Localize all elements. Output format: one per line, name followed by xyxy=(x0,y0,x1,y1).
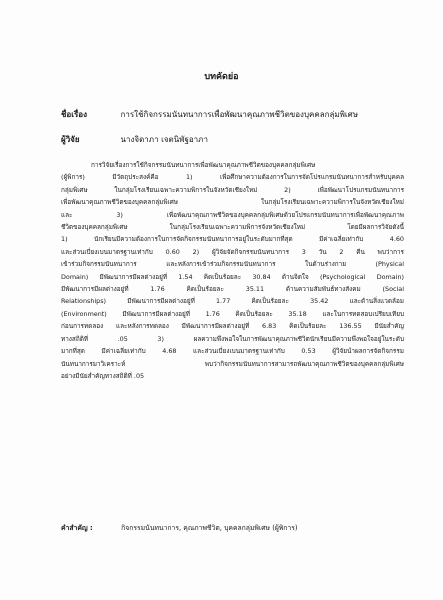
abstract-line: ก่อนการทดลอง และหลังการทดลอง มีพัฒนาการมีผลต่างอยู่ที่ 6.83 คิดเป็นร้อยละ 136.55 มีนัยสำคัญ xyxy=(61,322,404,331)
abstract-line: 1) นักเรียนมีความต้องการในการจัดกิจกรรมนันทนาการอยู่ในระดับมากที่สุด มีค่าเฉลี่ยเท่ากับ 4.60 xyxy=(61,235,404,244)
keywords-label: คำสำคัญ : xyxy=(61,524,93,532)
author-row xyxy=(61,133,208,146)
abstract-line: นันทนาการมาวิเคราะห์ พบว่ากิจกรรมนันทนาการสามารถพัฒนาคุณภาพชีวิตของบุคคลกลุ่มพิเศษ xyxy=(61,359,404,368)
abstract-line: ชีวิตของบุคคลกลุ่มพิเศษ ในกลุ่มโรงเรียนเฉพาะความพิการจังหวัดเชียงใหม่ โดยมีผลการวิจัยดังนี้ xyxy=(61,223,404,232)
topic-label: ชื่อเรื่อง xyxy=(61,110,87,119)
abstract-line: และส่วนเบี่ยงเบนมาตรฐานเท่ากับ 0.60 2) ผู้วิจัยจัดกิจกรรมนันทนาการ 3 วัน 2 คืน พบว่าการ xyxy=(61,247,404,256)
abstract-body xyxy=(61,159,404,382)
keywords-row xyxy=(61,522,298,533)
abstract-line: มากที่สุด มีค่าเฉลี่ยเท่ากับ 4.68 และส่วนเบี่ยงเบนมาตรฐานเท่ากับ 0.53 ผู้วิจัยนำผลการจัดกิจกรรม xyxy=(61,347,404,356)
abstract-line: เข้าร่วมกิจกรรมนันทนาการ และหลังการเข้าร่วมกิจกรรมนันทนาการ ในด้านร่างกาย (Physical xyxy=(61,260,404,269)
abstract-line: เพื่อพัฒนาคุณภาพชีวิตของบุคคลกลุ่มพิเศษ ในกลุ่มโรงเรียนเฉพาะความพิการในจังหวัดเชียงใหม่ xyxy=(61,198,404,207)
abstract-line: (Environment) มีพัฒนาการมีผลต่างอยู่ที่ 1.76 คิดเป็นร้อยละ 35.18 และในการทดสอบเปรียบเทียบ xyxy=(61,309,404,318)
abstract-line: การวิจัยเรื่องการใช้กิจกรรมนันทนาการเพื่อพัฒนาคุณภาพชีวิตของบุคคลกลุ่มพิเศษ xyxy=(91,161,316,169)
page-title: บทคัดย่อ xyxy=(204,72,239,82)
topic-value: การใช้กิจกรรมนันทนาการเพื่อพัฒนาคุณภาพชีวิตของบุคคลกลุ่มพิเศษ xyxy=(120,110,359,119)
topic-row xyxy=(61,108,358,121)
abstract-line: Relationships) มีพัฒนาการมีผลต่างอยู่ที่ 1.77 คิดเป็นร้อยละ 35.42 และด้านสิ่งแวดล้อม xyxy=(61,297,404,306)
abstract-line: Domain) มีพัฒนาการมีผลต่างอยู่ที่ 1.54 คิดเป็นร้อยละ 30.84 ด้านจิตใจ (Psychological Domain) xyxy=(61,272,404,281)
keywords-value: กิจกรรมนันทนาการ, คุณภาพชีวิต, บุคคลกลุ่มพิเศษ (ผู้พิการ) xyxy=(121,524,298,532)
author-value: นางจิดาภา เจตนิพัฐอาภา xyxy=(120,135,208,144)
abstract-line: กลุ่มพิเศษ ในกลุ่มโรงเรียนเฉพาะความพิการในจังหวัดเชียงใหม่ 2) เพื่อพัฒนาโปรแกรมนันทนาการ xyxy=(61,185,404,194)
author-label: ผู้วิจัย xyxy=(61,135,80,144)
abstract-line: ทางสถิติที่ .05 3) ผลความพึงพอใจในการพัฒนาคุณภาพชีวิตนักเรียนมีความพึงพอใจอยู่ในระดับ xyxy=(61,334,404,343)
abstract-line: และ 3) เพื่อพัฒนาคุณภาพชีวิตของบุคคลกลุ่มพิเศษด้วยโปรแกรมนันทนาการเพื่อพัฒนาคุณภาพ xyxy=(61,210,404,219)
abstract-line: (ผู้พิการ) มีวัตถุประสงค์คือ 1) เพื่อศึกษาความต้องการในการจัดโปรแกรมนันทนาการสำหรับบุคคล xyxy=(61,173,404,182)
abstract-line: อย่างมีนัยสำคัญทางสถิติที่ .05 xyxy=(61,371,145,380)
abstract-line: มีพัฒนาการมีผลต่างอยู่ที่ 1.76 คิดเป็นร้อยละ 35.11 ด้านความสัมพันธ์ทางสังคม (Social xyxy=(61,285,404,294)
